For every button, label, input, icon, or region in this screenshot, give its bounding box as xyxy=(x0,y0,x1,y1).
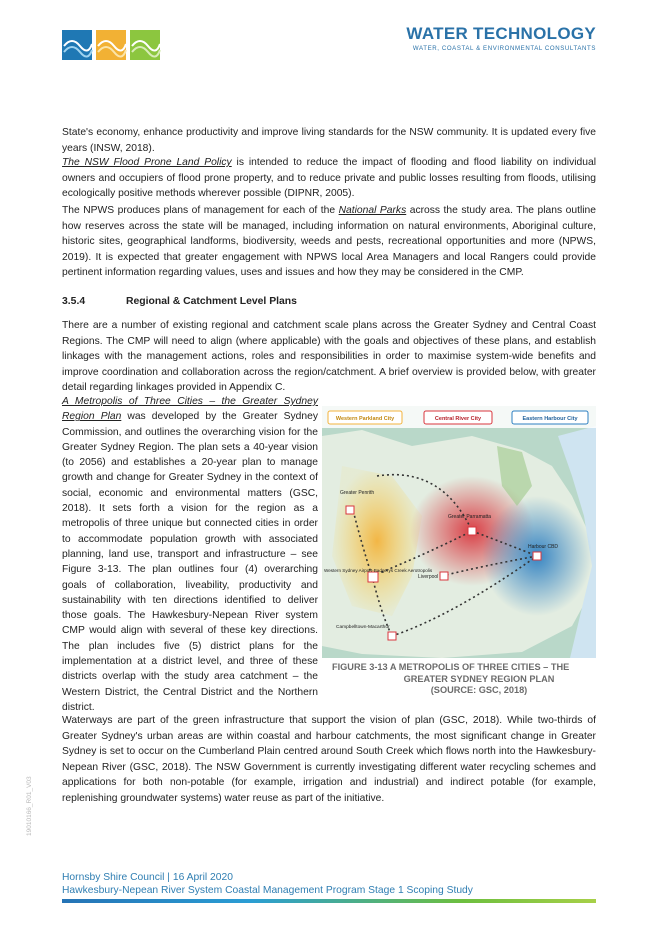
paragraph-npws xyxy=(62,203,596,281)
flood-policy-text: is intended to reduce the impact of flooding and flood liability on individual owners and occupiers of flood prone property, and to reduce private and public losses resulting from floods, utilising ecologically positive methods wherever possible (DIPNR, 2005). xyxy=(62,157,596,199)
footer-line-2: Hawkesbury-Nepean River System Coastal Management Program Stage 1 Scoping Study xyxy=(62,884,473,896)
document-code: 19010166_R01_V03 xyxy=(26,776,33,836)
metropolis-text: was developed by the Greater Sydney Commission, and outlines the overarching vision for the Greater Sydney Region. The plan sets a 40-year vision (to 2056) and establishes a 20-year plan to manage growth and change for Greater Sydney in the context of social, economic and environmental matters (GSC, 2018). It sets forth a vision for the region as a metropolis of three unique but connected cities in order to accommodate population growth with associated planning, land use, transport and infrastructure – see Figure 3-13. The plan outlines four (4) overarching goals of collaboration, liveability, productivity and sustainability with ten directions identified to deliver those goals. The Hawkesbury-Nepean River system CMP would align with several of these key directions. The plan includes five (5) district plans for the implementation at a district level, and three of these districts overlap with the study area catchment – the Western District, the Central District and the Northern district. xyxy=(62,411,318,713)
npws-text-rest: across the study area. The plans outline how reserves across the state will be managed, including information on natural environments, Aboriginal culture, historic sites, geographical landforms, biodiversity, weeds and pests, recreational opportunities and more (NPWS, 2019). It is expected that greater engagement with NPWS local Area Managers and local Rangers could provide pertinent information regarding values, uses and issues and how they may be considered in the CMP. xyxy=(62,205,596,278)
section-number: 3.5.4 xyxy=(62,296,86,307)
three-cities-map xyxy=(322,406,596,658)
caption-line-3: (SOURCE: GSC, 2018) xyxy=(430,685,528,695)
paragraph-state-economy: State's economy, enhance productivity and improve living standards for the NSW community. It is updated every five years (INSW, 2018). xyxy=(62,127,596,154)
section-heading xyxy=(62,296,297,307)
campbelltown-marker xyxy=(388,632,396,640)
legend-western: Western Parkland City xyxy=(335,416,395,422)
three-cities-map-figure xyxy=(322,406,596,658)
brand-name: WATER TECHNOLOGY xyxy=(406,24,596,43)
label-airport: Western Sydney Airport-Badgerys Creek Aerotropolis xyxy=(324,568,433,573)
caption-line-1: FIGURE 3-13 A METROPOLIS OF THREE CITIES – THE xyxy=(332,662,570,672)
footer xyxy=(62,872,473,897)
paragraph-regional-plans: There are a number of existing regional and catchment scale plans across the Greater Sydney and Central Coast Regions. The CMP will need to align (where applicable) with the goals and objectives of these plans, and establish linkages with the management actions, roles and responsibilities in order to maximise system-wide benefits and improve coordination and collaboration across the region/catchment. A brief overview is provided below, with greater detail regarding linkages provided in Appendix C. xyxy=(62,320,596,393)
legend-eastern: Eastern Harbour City xyxy=(522,416,578,422)
parramatta-marker xyxy=(468,527,476,535)
harbour-cbd-marker xyxy=(533,552,541,560)
paragraph-flood-policy xyxy=(62,155,596,202)
footer-color-bar xyxy=(62,899,596,903)
brand-tagline: WATER, COASTAL & ENVIRONMENTAL CONSULTANTS xyxy=(412,45,596,52)
airport-marker xyxy=(368,572,378,582)
label-campbelltown: Campbelltown-Macarthur xyxy=(336,625,390,630)
paragraph-metropolis xyxy=(62,394,318,715)
brand-block xyxy=(406,24,596,52)
section-title: Regional & Catchment Level Plans xyxy=(126,296,297,307)
paragraph-waterways: Waterways are part of the green infrastructure that support the vision of plan (GSC, 2018). While two-thirds of Greater Sydney's urban areas are within coastal and harbour catchments, the most significant change in Greater Sydney is set to occur on the Cumberland Plain centred around South Creek which flows north into the Hawkesbury-Nepean River (GSC, 2018). The NSW Government is currently investigating different water recycling schemes and applications for both non-potable (for example, irrigation and industrial) and indirect potable (for example, replenishing groundwater systems) water reuse as part of the initiative. xyxy=(62,715,596,804)
label-harbour: Harbour CBD xyxy=(528,544,559,550)
footer-line-1: Hornsby Shire Council | 16 April 2020 xyxy=(62,872,233,883)
liverpool-marker xyxy=(440,572,448,580)
penrith-marker xyxy=(346,506,354,514)
water-technology-logo-mark xyxy=(62,28,162,62)
label-penrith: Greater Penrith xyxy=(340,490,375,496)
national-parks-link[interactable]: National Parks xyxy=(338,205,407,216)
figure-caption xyxy=(332,662,596,697)
label-parramatta: Greater Parramatta xyxy=(448,514,492,520)
metropolis-plan-link[interactable]: A Metropolis of Three Cities – the Greater Sydney Region Plan xyxy=(62,396,318,423)
flood-policy-link[interactable]: The NSW Flood Prone Land Policy xyxy=(62,157,232,168)
caption-line-2: GREATER SYDNEY REGION PLAN xyxy=(403,673,555,684)
npws-text-start: The NPWS produces plans of management for each of the xyxy=(62,205,339,216)
legend-central: Central River City xyxy=(434,416,482,422)
label-liverpool: Liverpool xyxy=(418,574,439,580)
